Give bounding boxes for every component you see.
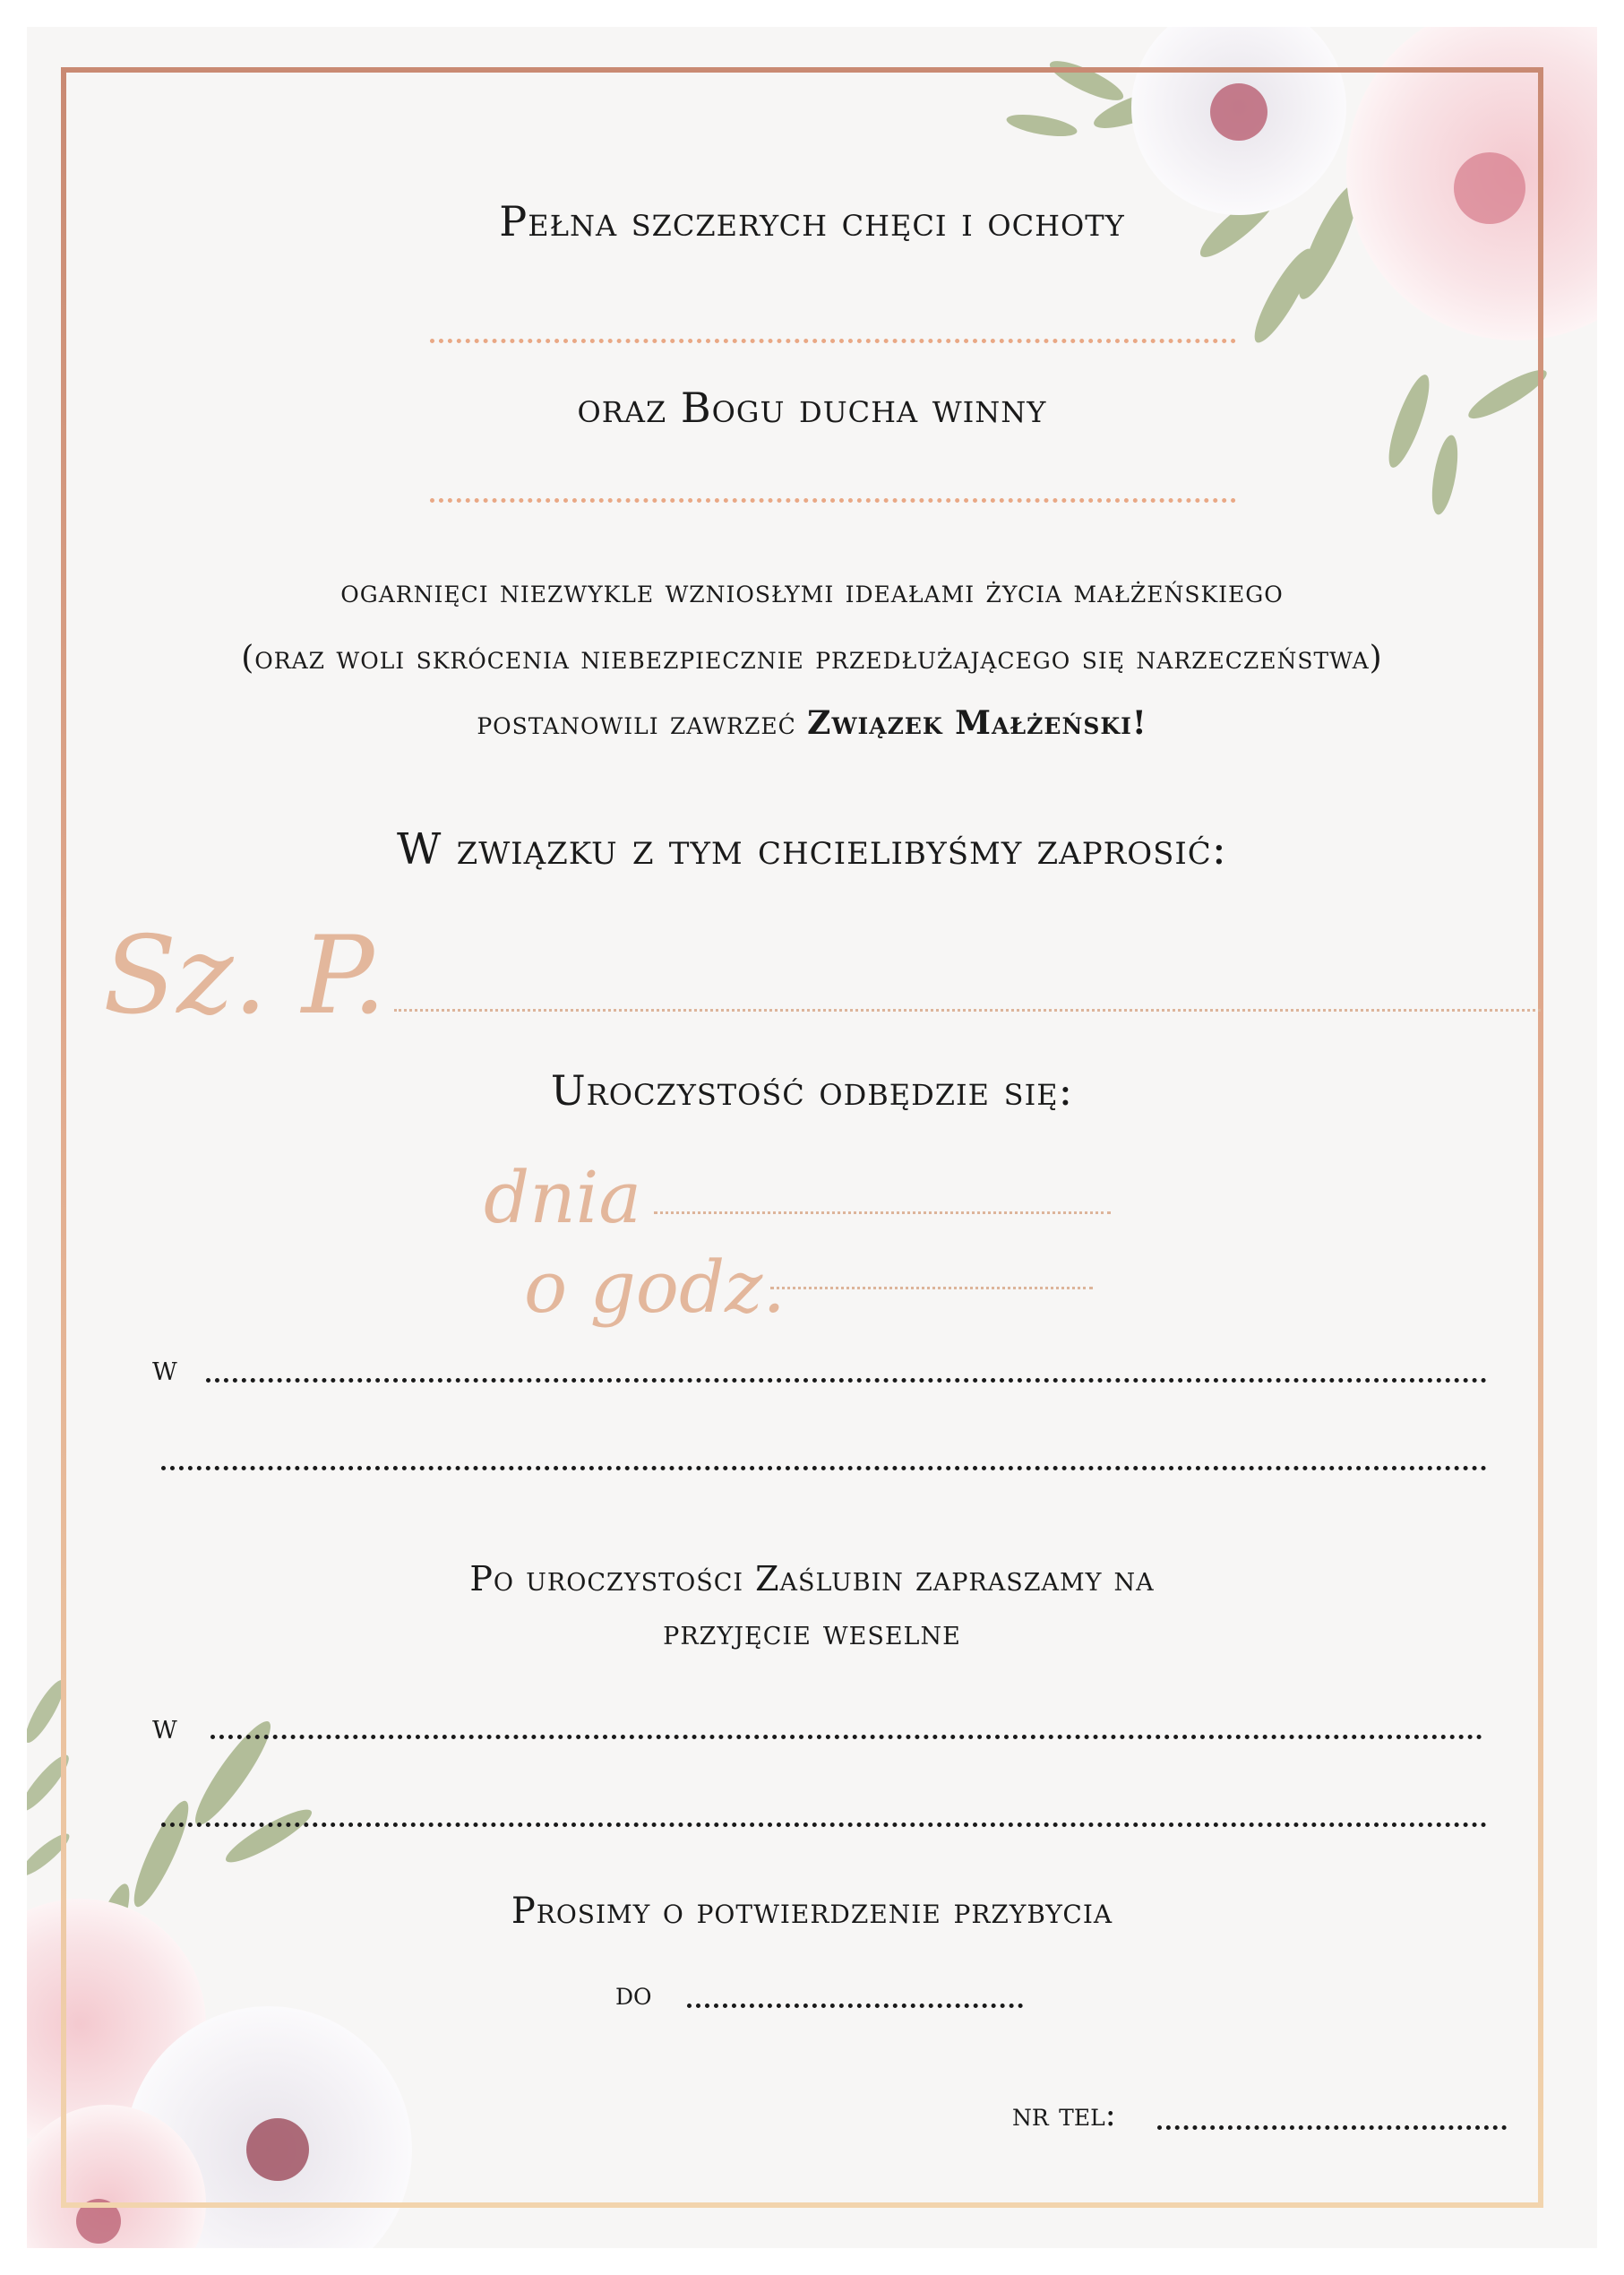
- invite-line: W związku z tym chcielibyśmy zaprosić:: [397, 824, 1227, 875]
- bride-name-field[interactable]: [430, 339, 1236, 343]
- decided-text: postanowili zawrzeć: [477, 705, 796, 742]
- groom-connector-line: oraz Bogu ducha winny: [577, 383, 1047, 432]
- decided-line: [27, 704, 1597, 742]
- ceremony-place-field-2[interactable]: [161, 1466, 1487, 1470]
- invitation-card: [27, 27, 1597, 2248]
- rsvp-by-label: do: [615, 1976, 652, 2012]
- floral-corner-bottom-left: [27, 1702, 466, 2248]
- reception-line-2: przyjęcie weselne: [663, 1613, 961, 1652]
- intro-line: Pełna szczerych chęci i ochoty: [499, 197, 1125, 246]
- time-field[interactable]: [770, 1287, 1093, 1289]
- rsvp-line: Prosimy o potwierdzenie przybycia: [511, 1891, 1113, 1932]
- reception-place-field-2[interactable]: [161, 1823, 1487, 1827]
- date-field[interactable]: [654, 1211, 1111, 1214]
- guest-name-field[interactable]: [394, 1009, 1541, 1012]
- guest-salutation-script: Sz. P.: [103, 914, 387, 1038]
- reception-place-field[interactable]: [211, 1735, 1482, 1739]
- rsvp-date-field[interactable]: [687, 2004, 1023, 2008]
- date-script: dnia: [484, 1156, 642, 1239]
- ideals-line: ogarnięci niezwykle wzniosłymi ideałami życia małżeńskiego: [340, 573, 1284, 610]
- place-label: w: [152, 1349, 177, 1388]
- groom-name-field[interactable]: [430, 498, 1236, 503]
- phone-label: nr tel:: [1012, 2097, 1116, 2133]
- ceremony-place-field[interactable]: [206, 1378, 1487, 1383]
- reception-line-1: Po uroczystości Zaślubin zapraszamy na: [469, 1559, 1155, 1599]
- phone-field[interactable]: [1157, 2125, 1507, 2130]
- time-script: o godz.: [524, 1245, 786, 1329]
- ceremony-line: Uroczystość odbędzie się:: [550, 1066, 1074, 1115]
- engagement-line: (oraz woli skrócenia niebezpiecznie przedłużającego się narzeczeństwa): [241, 640, 1383, 676]
- reception-place-label: w: [152, 1707, 177, 1746]
- floral-corner-top-right: [943, 27, 1597, 591]
- marriage-highlight: Związek Małżeński!: [807, 704, 1147, 742]
